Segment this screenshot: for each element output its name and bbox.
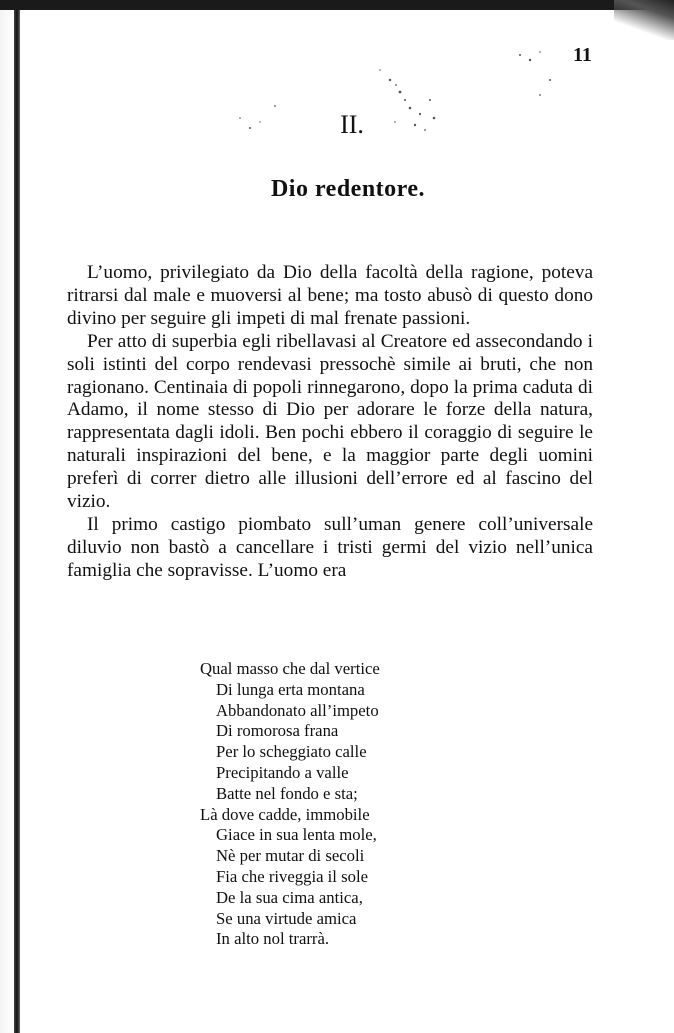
page-margin	[0, 0, 14, 1033]
poem-line: Batte nel fondo e sta;	[216, 783, 358, 803]
poem-line: Fia che riveggia il sole	[216, 866, 368, 886]
poem-stanza	[200, 659, 380, 950]
poem-line: De la sua cima antica,	[216, 887, 363, 907]
book-spine-shadow	[14, 0, 20, 1033]
poem-line: Giace in sua lenta mole,	[216, 825, 377, 845]
poem-line: Di romorosa frana	[216, 721, 339, 741]
paragraph: Per atto di superbia egli ribellavasi al Creatore ed assecondando i soli istinti del corpo rendevasi pressochè simile ai bruti, che non ragionano. Centinaia di popoli rinnegarono, dopo la prima caduta di Adamo, il nome stesso di Dio per adorare le forze della natura, rappresentata dagli idoli. Ben pochi ebbero il coraggio di seguire le naturali inspirazioni del bene, e la maggior parte degli uomini preferì di correr dietro alle illusioni dell’errore ed al fascino del vizio.	[67, 330, 593, 513]
chapter-title: Dio redentore.	[270, 176, 426, 202]
poem-line: Qual masso che dal vertice	[200, 659, 380, 678]
poem-line: Nè per mutar di secoli	[216, 846, 365, 866]
page-corner-shadow	[614, 0, 674, 40]
poem-line: Se una virtude amica	[216, 908, 357, 928]
poem-line: Abbandonato all’impeto	[216, 700, 379, 720]
page-number: 11	[573, 44, 592, 66]
poem-line: Di lunga erta montana	[216, 679, 365, 699]
poem-line: Precipitando a valle	[216, 762, 349, 782]
chapter-number: II.	[340, 110, 364, 139]
body-text	[67, 262, 593, 583]
paragraph: Il primo castigo piombato sull’uman genere coll’universale diluvio non bastò a cancellare i tristi germi del vizio nell’unica famiglia che sopravisse. L’uomo era	[67, 513, 593, 581]
page-top-edge	[0, 0, 674, 10]
poem-line: Là dove cadde, immobile	[200, 804, 370, 824]
scan-speckle-noise	[220, 40, 600, 160]
poem-line: Per lo scheggiato calle	[216, 742, 367, 762]
poem-line: In alto nol trarrà.	[216, 929, 330, 949]
paragraph: L’uomo, privilegiato da Dio della facoltà della ragione, poteva ritrarsi dal male e muoversi al bene; ma tosto abusò di questo dono divino per seguire gli impeti di mal frenate passioni.	[67, 262, 593, 329]
